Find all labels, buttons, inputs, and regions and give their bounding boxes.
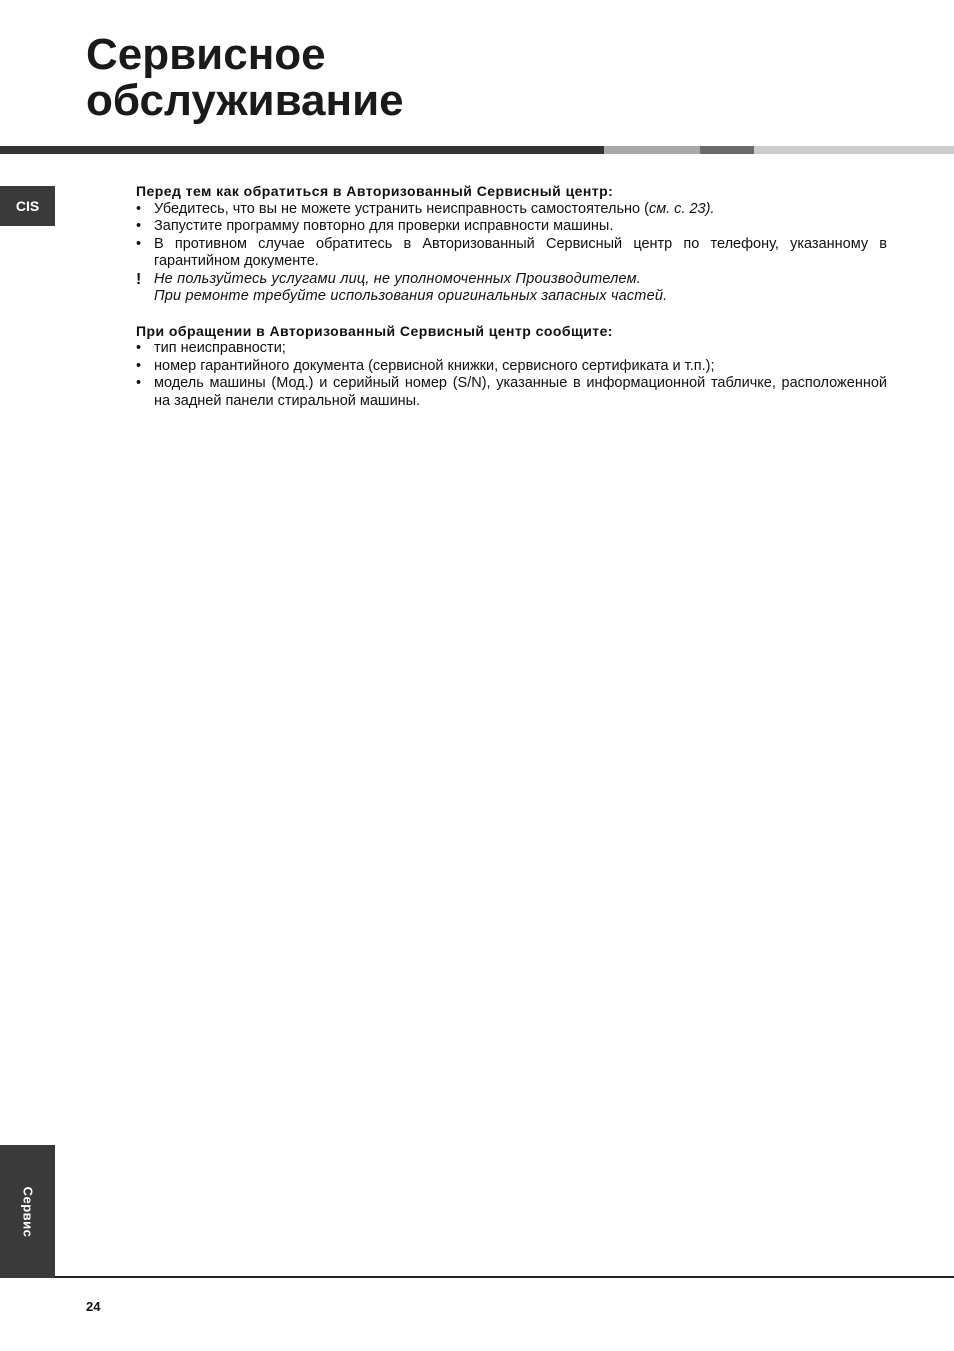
main-content [136,183,887,410]
warning-line-2: При ремонте требуйте использования оригинальных запасных частей. [154,288,668,304]
warning-note [136,271,887,306]
section-heading-report: При обращении в Авторизованный Сервисный центр сообщите: [136,322,613,339]
section-heading-before-contact: Перед тем как обратиться в Авторизованный Сервисный центр: [136,183,614,199]
list-item-text: Запустите программу повторно для проверки исправности машины. [154,218,614,234]
list-item [136,218,887,236]
before-contact-list [136,201,887,271]
warning-icon: ! [136,270,142,288]
bullet: • [136,235,142,252]
list-item [136,201,887,219]
list-item [136,236,887,271]
warning-line-1: Не пользуйтесь услугами лиц, не уполномоченных Производителем. [154,270,642,287]
page-title-line-1: Сервисное [86,30,326,79]
footer-rule [55,1276,954,1278]
list-item-text: Убедитесь, что вы не можете устранить неисправность самостоятельно ( [154,200,649,217]
header-rule-dark [0,146,604,154]
page-reference: см. с. 23). [648,200,715,217]
bullet: • [136,218,142,234]
report-list [136,340,887,410]
page-title [86,32,404,124]
bullet: • [136,375,142,391]
page-number: 24 [86,1299,101,1314]
language-tab: CIS [0,186,55,226]
header-rule-light [754,146,954,154]
list-item-text: модель машины (Мод.) и серийный номер (S/N), указанные в информационной табличке, расположенной на задней панели стиральной машины. [154,375,887,409]
section-tab-label: Сервис [20,1186,35,1237]
page-title-line-2: обслуживание [86,76,404,125]
list-item-text: тип неисправности; [154,340,286,356]
bullet: • [136,340,142,356]
header-rule-mid [604,146,700,154]
list-item [136,340,887,358]
header-rule-dark-gray [700,146,754,154]
bullet: • [136,357,142,374]
list-item-text: В противном случае обратитесь в Авторизованный Сервисный центр по телефону, указанному в гарантийном документе. [154,235,887,269]
section-tab [0,1145,55,1278]
list-item [136,375,887,410]
list-item-text: номер гарантийного документа (сервисной книжки, сервисного сертификата и т.п.); [154,357,715,374]
bullet: • [136,200,142,217]
list-item [136,358,887,376]
